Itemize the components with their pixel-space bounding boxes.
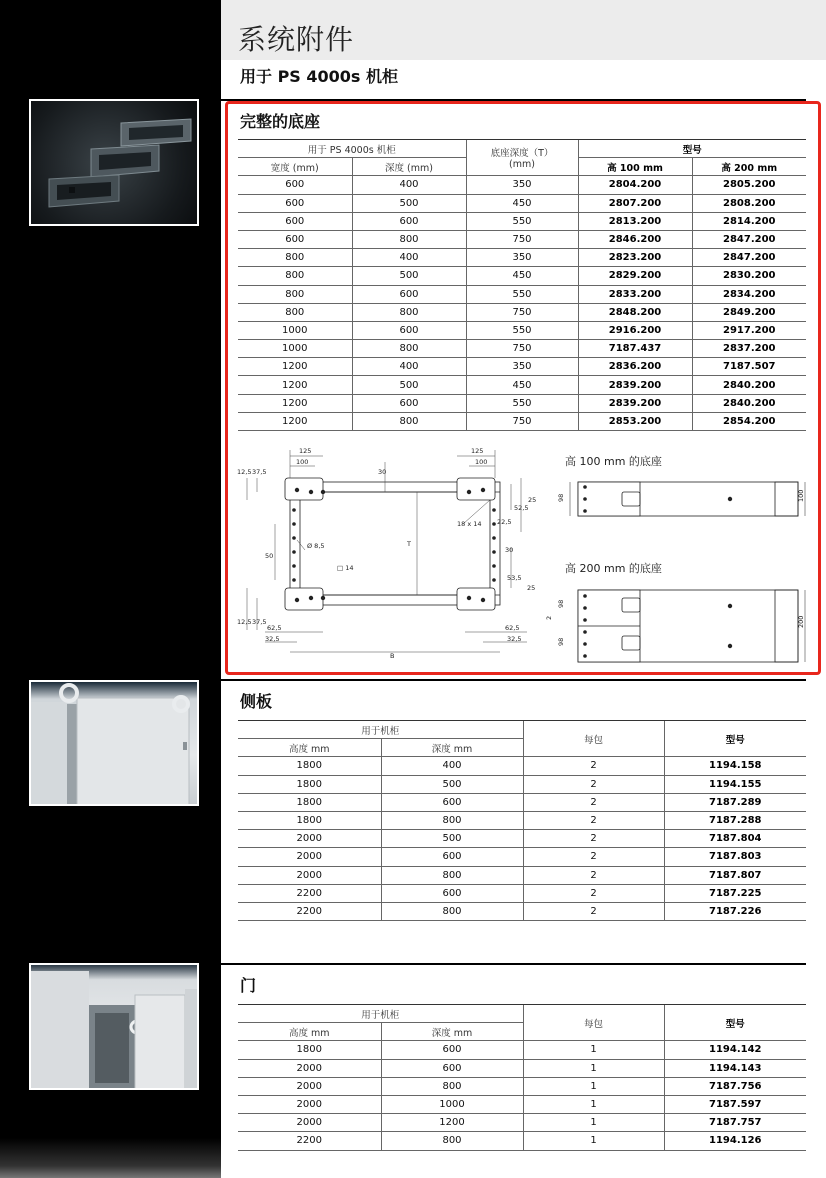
table-cell: 400: [352, 358, 466, 376]
table-cell: 2853.200: [578, 412, 692, 430]
table-cell: 2854.200: [692, 412, 806, 430]
base-table-row: [238, 394, 806, 412]
table-cell: 2829.200: [578, 267, 692, 285]
side-panel-table-row: [238, 866, 806, 884]
table-cell: 600: [352, 321, 466, 339]
dim-50: 50: [265, 552, 274, 560]
table-cell: 600: [238, 194, 352, 212]
table-cell: 2839.200: [578, 376, 692, 394]
hole-dia-8-5: Ø 8,5: [307, 542, 325, 550]
hole: [583, 654, 587, 658]
table-cell: 600: [238, 176, 352, 194]
door-depth-header: 深度 mm: [381, 1023, 523, 1041]
dim-62-5-right: 62,5: [505, 624, 520, 632]
hole: [321, 490, 325, 494]
table-cell: 2: [523, 866, 664, 884]
table-cell: 1194.143: [664, 1059, 806, 1077]
table-cell: 1000: [381, 1095, 523, 1113]
table-cell: 800: [238, 267, 352, 285]
side-panel-table: [238, 720, 806, 921]
table-cell: 1800: [238, 793, 381, 811]
table-cell: 1194.155: [664, 775, 806, 793]
table-cell: 800: [238, 303, 352, 321]
table-cell: 350: [466, 176, 578, 194]
table-cell: 2837.200: [692, 340, 806, 358]
table-cell: 2: [523, 811, 664, 829]
table-cell: 2917.200: [692, 321, 806, 339]
side-panel-illustration: [31, 682, 199, 806]
table-cell: 2814.200: [692, 212, 806, 230]
table-cell: 7187.807: [664, 866, 806, 884]
hole: [292, 508, 296, 512]
table-cell: 1200: [238, 412, 352, 430]
table-cell: 600: [381, 1041, 523, 1059]
table-cell: 600: [381, 848, 523, 866]
width-header: 宽度 (mm): [270, 162, 319, 174]
base-table-row: [238, 230, 806, 248]
door-group-header: 用于机柜: [238, 1005, 523, 1023]
table-cell: 400: [352, 176, 466, 194]
door-table-row: [238, 1095, 806, 1113]
table-cell: 500: [381, 830, 523, 848]
dim-30-top: 30: [378, 468, 387, 476]
side-panel-table-row: [238, 902, 806, 920]
side-view-200: [578, 590, 805, 662]
base-depth-header-line2: (mm): [509, 159, 535, 171]
base-spec-table: [238, 139, 806, 431]
hole: [583, 509, 587, 513]
corner-br: [457, 588, 495, 610]
hole: [321, 596, 325, 600]
table-cell: 1200: [238, 358, 352, 376]
table-cell: 350: [466, 249, 578, 267]
page-subtitle: 用于 PS 4000s 机柜: [240, 67, 399, 86]
table-cell: 1: [523, 1077, 664, 1095]
table-cell: 1800: [238, 775, 381, 793]
table-cell: 2: [523, 902, 664, 920]
door-product-photo: [29, 963, 199, 1090]
door-table-row: [238, 1077, 806, 1095]
side-panel-table-row: [238, 848, 806, 866]
h200-header: 高 200 mm: [692, 158, 806, 176]
table-cell: 2000: [238, 1059, 381, 1077]
side-panel-group-header: 用于机柜: [238, 721, 523, 739]
side-panel-table-row: [238, 811, 806, 829]
base-table-row: [238, 303, 806, 321]
table-cell: 7187.756: [664, 1077, 806, 1095]
hole: [309, 596, 313, 600]
side-panel-table-row: [238, 775, 806, 793]
table-cell: 600: [238, 212, 352, 230]
dim-leader: [297, 540, 305, 550]
door-illustration: [31, 965, 199, 1090]
hole: [728, 497, 732, 501]
side-panel-model-header: 型号: [664, 721, 806, 757]
dim-98-lower: 98: [557, 637, 565, 646]
table-cell: 2836.200: [578, 358, 692, 376]
dim-100-right: 100: [475, 458, 488, 466]
hole-18x14: 18 x 14: [457, 520, 482, 528]
table-cell: 2807.200: [578, 194, 692, 212]
table-cell: 800: [352, 303, 466, 321]
side-panel-table-row: [238, 757, 806, 775]
side-panel-height-header: 高度 mm: [288, 743, 330, 755]
table-cell: 550: [466, 394, 578, 412]
hole: [295, 598, 299, 602]
hole: [309, 490, 313, 494]
h100-header: 高 100 mm: [578, 158, 692, 176]
door-table-row: [238, 1132, 806, 1150]
hole: [583, 606, 587, 610]
table-cell: 2847.200: [692, 249, 806, 267]
door-height-header: 高度 mm: [288, 1027, 330, 1039]
table-cell: 500: [381, 775, 523, 793]
table-cell: 2840.200: [692, 394, 806, 412]
door-table-body: [238, 1041, 806, 1150]
table-cell: 1200: [238, 394, 352, 412]
table-cell: 2: [523, 775, 664, 793]
base-table-row: [238, 321, 806, 339]
table-cell: 1000: [238, 321, 352, 339]
table-cell: 400: [352, 249, 466, 267]
dim-52-5: 52,5: [514, 504, 529, 512]
base-table-row: [238, 212, 806, 230]
hole: [583, 618, 587, 622]
hole: [583, 642, 587, 646]
table-cell: 750: [466, 340, 578, 358]
table-cell: 600: [352, 212, 466, 230]
table-cell: 600: [381, 884, 523, 902]
base-product-photo: [29, 99, 199, 226]
table-cell: 2813.200: [578, 212, 692, 230]
table-cell: 2830.200: [692, 267, 806, 285]
dim-12-5-bottom: 12,5: [237, 618, 252, 626]
dim-T: T: [407, 540, 411, 548]
model-group-header: 型号: [578, 140, 806, 158]
table-cell: 1194.142: [664, 1041, 806, 1059]
dim-98-side: 98: [557, 493, 565, 502]
table-cell: 2000: [238, 1077, 381, 1095]
table-cell: 7187.437: [578, 340, 692, 358]
table-cell: 500: [352, 376, 466, 394]
dim-37-5-bottom: 37,5: [252, 618, 267, 626]
table-cell: 600: [352, 285, 466, 303]
table-cell: 550: [466, 321, 578, 339]
dim-12-5-top: 12,5: [237, 468, 252, 476]
table-cell: 2808.200: [692, 194, 806, 212]
table-cell: 2916.200: [578, 321, 692, 339]
base-table-row: [238, 358, 806, 376]
door-table-row: [238, 1059, 806, 1077]
table-cell: 800: [381, 811, 523, 829]
side-view-100-end: [775, 482, 798, 516]
door-section-title: 门: [240, 976, 257, 995]
side-panel-table-body: [238, 757, 806, 921]
hole: [295, 488, 299, 492]
base-table-body: [238, 176, 806, 431]
table-cell: 800: [352, 340, 466, 358]
dim-2: 2: [545, 615, 553, 620]
table-cell: 550: [466, 212, 578, 230]
table-cell: 2839.200: [578, 394, 692, 412]
hole: [583, 497, 587, 501]
base-technical-drawing: [235, 440, 815, 665]
door-model-header: 型号: [664, 1005, 806, 1041]
table-cell: 7187.289: [664, 793, 806, 811]
table-cell: 1800: [238, 1041, 381, 1059]
side-panel-table-row: [238, 793, 806, 811]
corner-tl: [285, 478, 323, 500]
door-table: [238, 1004, 806, 1151]
corner-bl: [285, 588, 323, 610]
dim-53-5: 53,5: [507, 574, 522, 582]
table-cell: 1: [523, 1041, 664, 1059]
table-cell: 7187.507: [692, 358, 806, 376]
table-cell: 1194.126: [664, 1132, 806, 1150]
table-cell: 2000: [238, 1095, 381, 1113]
dim-32-5-right: 32,5: [507, 635, 522, 643]
dim-25-bottom: 25: [527, 584, 536, 592]
table-cell: 750: [466, 412, 578, 430]
dim-B: B: [390, 652, 395, 660]
table-cell: 7187.288: [664, 811, 806, 829]
table-cell: 2200: [238, 1132, 381, 1150]
table-cell: 800: [381, 1077, 523, 1095]
base-table-row: [238, 285, 806, 303]
table-cell: 1: [523, 1132, 664, 1150]
table-cell: 7187.225: [664, 884, 806, 902]
hole: [467, 490, 471, 494]
dim-62-5-left: 62,5: [267, 624, 282, 632]
table-cell: 1200: [238, 376, 352, 394]
side-view-200-end: [775, 590, 798, 662]
base-table-row: [238, 376, 806, 394]
table-cell: 2: [523, 848, 664, 866]
dim-98-upper: 98: [557, 599, 565, 608]
dim-125-right: 125: [471, 447, 484, 455]
hole: [492, 564, 496, 568]
side-view-100-corner: [578, 482, 640, 516]
hole-square-14: □ 14: [337, 564, 354, 572]
hole: [492, 550, 496, 554]
table-cell: 450: [466, 267, 578, 285]
table-cell: 2846.200: [578, 230, 692, 248]
floor-gradient: [0, 1138, 221, 1178]
table-cell: 2200: [238, 884, 381, 902]
table-cell: 2: [523, 757, 664, 775]
table-cell: 2000: [238, 830, 381, 848]
depth-header: 深度 (mm): [352, 158, 466, 176]
table-cell: 800: [352, 230, 466, 248]
hole: [492, 508, 496, 512]
table-cell: 800: [352, 412, 466, 430]
base-table-row: [238, 267, 806, 285]
table-cell: 1000: [238, 340, 352, 358]
table-cell: 1: [523, 1095, 664, 1113]
door-table-row: [238, 1041, 806, 1059]
table-cell: 800: [381, 1132, 523, 1150]
table-cell: 800: [381, 866, 523, 884]
table-cell: 600: [381, 793, 523, 811]
table-cell: 2: [523, 793, 664, 811]
hole: [728, 604, 732, 608]
table-cell: 2823.200: [578, 249, 692, 267]
table-cell: 1200: [381, 1114, 523, 1132]
base-table-row: [238, 176, 806, 194]
table-cell: 2000: [238, 848, 381, 866]
side-panel-per-pack-header: 每包: [523, 721, 664, 757]
hole: [583, 594, 587, 598]
table-cell: 450: [466, 194, 578, 212]
hole: [292, 550, 296, 554]
corner-tr: [457, 478, 495, 500]
side-panel-table-row: [238, 830, 806, 848]
base-depth-header-line1: 底座深度（T）: [490, 148, 554, 160]
dim-32-5-left: 32,5: [265, 635, 280, 643]
table-cell: 2834.200: [692, 285, 806, 303]
table-cell: 350: [466, 358, 578, 376]
label-100mm-base: 高 100 mm 的底座: [565, 455, 662, 468]
table-cell: 2805.200: [692, 176, 806, 194]
table-cell: 1800: [238, 811, 381, 829]
hole: [492, 522, 496, 526]
side-panel-depth-header: 深度 mm: [381, 739, 523, 757]
cabinet-group-header: 用于 PS 4000s 机柜: [238, 140, 466, 158]
hole: [492, 578, 496, 582]
table-cell: 800: [238, 249, 352, 267]
table-cell: 1800: [238, 757, 381, 775]
table-cell: 750: [466, 303, 578, 321]
dim-22-5: 22,5: [497, 518, 512, 526]
base-depth-header: [466, 140, 578, 176]
side-panel-section-title: 侧板: [240, 692, 273, 711]
label-200mm-base: 高 200 mm 的底座: [565, 562, 662, 575]
door-table-row: [238, 1114, 806, 1132]
hole: [292, 578, 296, 582]
frame-inner: [300, 492, 490, 595]
hole: [467, 596, 471, 600]
table-cell: 1: [523, 1059, 664, 1077]
hole: [492, 536, 496, 540]
table-cell: 2804.200: [578, 176, 692, 194]
table-cell: 800: [238, 285, 352, 303]
table-cell: 750: [466, 230, 578, 248]
hole: [292, 564, 296, 568]
hole: [583, 485, 587, 489]
hole: [481, 598, 485, 602]
table-cell: 800: [381, 902, 523, 920]
table-cell: 600: [238, 230, 352, 248]
table-cell: 2849.200: [692, 303, 806, 321]
table-cell: 7187.757: [664, 1114, 806, 1132]
hole: [292, 522, 296, 526]
side-panel-table-row: [238, 884, 806, 902]
dim-100-side: 100: [797, 489, 805, 502]
door-per-pack-header: 每包: [523, 1005, 664, 1041]
table-cell: 2000: [238, 1114, 381, 1132]
section-divider: [221, 963, 806, 965]
hole: [728, 644, 732, 648]
base-table-row: [238, 249, 806, 267]
side-view-100: [570, 482, 805, 516]
dim-125-left: 125: [299, 447, 312, 455]
base-table-row: [238, 412, 806, 430]
table-cell: 2847.200: [692, 230, 806, 248]
dim-30-right: 30: [505, 546, 514, 554]
base-frames-illustration: [31, 101, 199, 226]
dim-25-top: 25: [528, 496, 537, 504]
table-cell: 1194.158: [664, 757, 806, 775]
table-cell: 2848.200: [578, 303, 692, 321]
table-cell: 550: [466, 285, 578, 303]
table-cell: 400: [381, 757, 523, 775]
table-cell: 500: [352, 194, 466, 212]
section-divider: [221, 679, 806, 681]
table-cell: 7187.226: [664, 902, 806, 920]
table-cell: 500: [352, 267, 466, 285]
table-cell: 7187.804: [664, 830, 806, 848]
side-panel-product-photo: [29, 680, 199, 806]
table-cell: 1: [523, 1114, 664, 1132]
hole: [481, 488, 485, 492]
table-cell: 2000: [238, 866, 381, 884]
table-cell: 2840.200: [692, 376, 806, 394]
table-cell: 600: [352, 394, 466, 412]
table-cell: 7187.803: [664, 848, 806, 866]
dim-100-left: 100: [296, 458, 309, 466]
table-cell: 7187.597: [664, 1095, 806, 1113]
table-cell: 2200: [238, 902, 381, 920]
dim-200-side: 200: [797, 615, 805, 628]
table-cell: 2: [523, 884, 664, 902]
table-cell: 600: [381, 1059, 523, 1077]
table-cell: 2833.200: [578, 285, 692, 303]
hole: [292, 536, 296, 540]
page-title: 系统附件: [238, 23, 355, 56]
base-table-row: [238, 194, 806, 212]
hole: [583, 630, 587, 634]
base-section-title: 完整的底座: [240, 112, 321, 131]
table-cell: 450: [466, 376, 578, 394]
table-cell: 2: [523, 830, 664, 848]
base-table-row: [238, 340, 806, 358]
dim-37-5-top: 37,5: [252, 468, 267, 476]
